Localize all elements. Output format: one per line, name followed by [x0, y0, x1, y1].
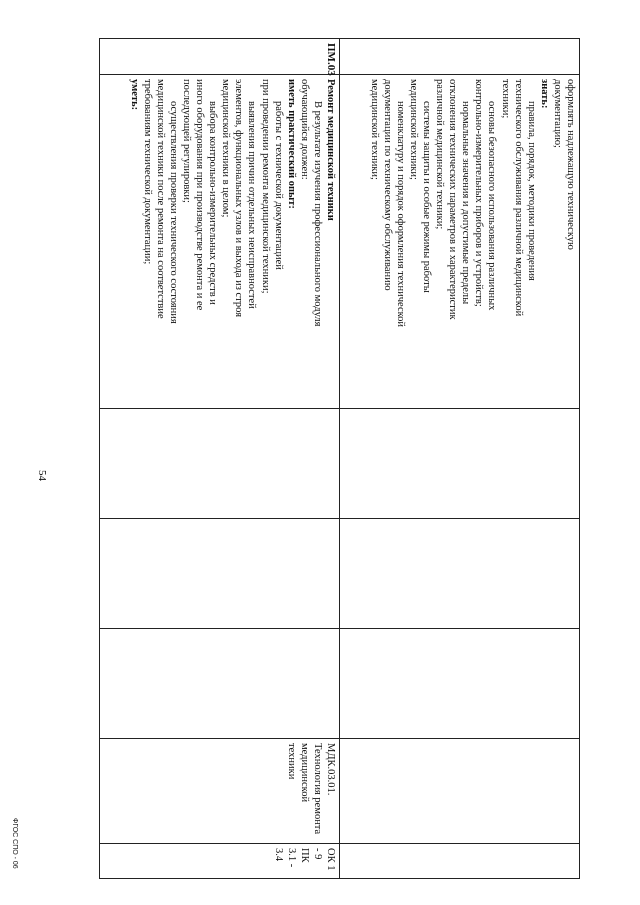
text-line: технического обслуживания различной медицинской: [512, 79, 524, 317]
text-line: основы безопасного использования различных: [486, 101, 498, 311]
code-cell-empty: [340, 39, 580, 75]
text-line: правила, порядок, методики проведения: [525, 101, 537, 281]
text-line: осуществления проверки технического состояния: [167, 101, 179, 324]
hours-cell-required: [340, 519, 580, 629]
text-line: документацию;: [551, 79, 563, 148]
text-line: уметь:: [128, 79, 140, 111]
discipline-cell-empty: [340, 739, 580, 844]
competency-professional: ПК 3.1 - 3.4: [272, 848, 310, 868]
footer-label: ФГОС СПО - 06: [11, 818, 18, 869]
text-line: медицинской техники;: [368, 79, 380, 180]
module-code-cell: ПМ.03: [100, 39, 340, 75]
text-line: отклонения технических параметров и характеристик: [447, 79, 459, 320]
text-line: выявления причин отдельных неисправностей: [246, 101, 258, 309]
content-cell-knowledge: [340, 75, 580, 409]
pm03-lines: [128, 79, 338, 404]
page-number: 54: [36, 470, 48, 481]
text-line: требованиям технической документации;: [141, 79, 153, 265]
text-line: Ремонт медицинской техники: [325, 79, 336, 221]
hours-cell-extra-pm03: [100, 629, 340, 739]
text-line: контрольно-измерительных приборов и устройств;: [473, 79, 485, 307]
competency-general: ОК 1 - 9: [311, 848, 336, 871]
text-line: работы с технической документацией: [272, 101, 284, 270]
text-line: В результате изучения профессионального модуля: [311, 101, 323, 327]
text-line: медицинской техники в целом;: [220, 79, 232, 218]
text-line: при проведении ремонта медицинской техники;: [259, 79, 271, 294]
table-row-knowledge: [340, 39, 580, 879]
text-line: различной медицинской техники;: [434, 79, 446, 230]
text-line: иного оборудования при производстве ремонта и ее: [194, 79, 206, 311]
text-line: оформлять надлежащую техническую: [565, 79, 576, 250]
discipline-cell: МДК.03.01. Технология ремонта медицинской техники: [100, 739, 340, 844]
hours-cell-max-pm03: [100, 409, 340, 519]
text-line: выбора контрольно-измерительных средств и: [207, 101, 219, 305]
content-cell-pm03: [100, 75, 340, 409]
knowledge-lines: [368, 79, 578, 404]
text-line: иметь практический опыт:: [285, 79, 297, 209]
text-line: номенклатуру и порядок оформления технической: [394, 101, 406, 328]
text-line: нормальные значения и допустимые пределы: [460, 101, 472, 305]
text-line: техники;: [499, 79, 511, 119]
hours-cell-max: [340, 409, 580, 519]
text-line: документации по техническому обслуживанию: [381, 79, 393, 291]
text-line: последующей регулировки;: [180, 79, 192, 203]
text-line: системы защиты и особые режимы работы: [420, 101, 432, 293]
text-line: обучающийся должен:: [298, 79, 310, 180]
text-line: медицинской техники после ремонта на соответствие: [154, 79, 166, 319]
table-row-pm03: [100, 39, 340, 879]
landscape-page: [100, 38, 580, 878]
text-line: медицинской техники;: [407, 79, 419, 180]
hours-cell-extra: [340, 629, 580, 739]
text-line: знать:: [538, 79, 550, 109]
text-line: элементов, функциональных узлов и выхода из строя: [233, 79, 245, 318]
hours-cell-required-pm03: [100, 519, 340, 629]
competency-cell-empty: [340, 844, 580, 879]
curriculum-table: [99, 38, 580, 879]
competency-cell: [100, 844, 340, 879]
